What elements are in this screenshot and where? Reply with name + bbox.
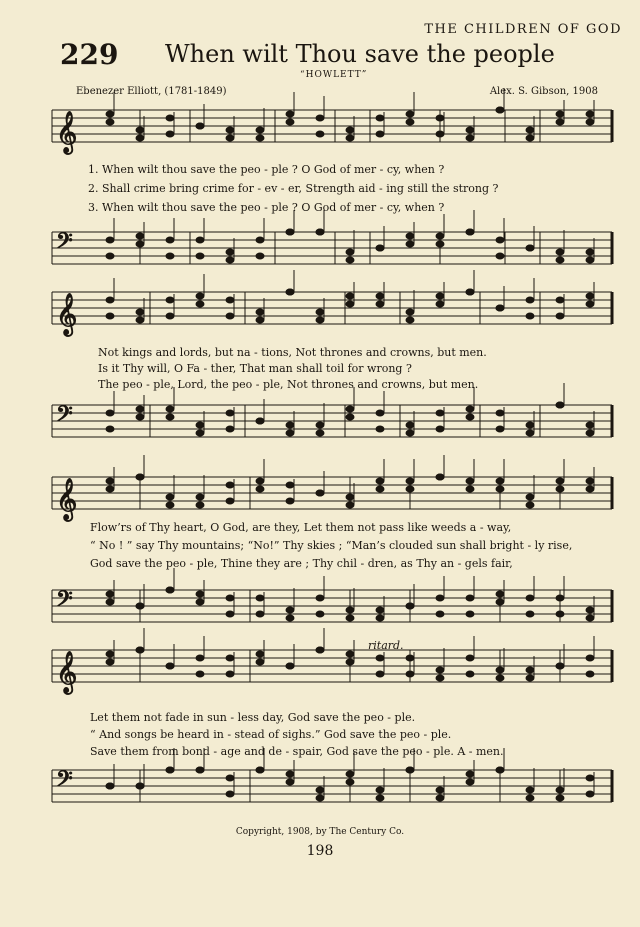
note-head: [346, 779, 354, 785]
note-head: [106, 659, 114, 665]
note-head: [166, 414, 174, 420]
lyric-line: Not kings and lords, but na - tions, Not thrones and crowns, but men.: [98, 346, 487, 359]
note-head: [376, 131, 384, 137]
note-head: [106, 783, 114, 789]
note-head: [586, 671, 594, 677]
note-head: [226, 611, 234, 617]
note-head: [466, 406, 474, 412]
note-head: [196, 253, 204, 259]
note-head: [556, 119, 564, 125]
note-head: [496, 305, 504, 311]
note-head: [526, 430, 534, 436]
note-head: [466, 414, 474, 420]
bass-clef-icon: 𝄢: [56, 229, 73, 259]
note-head: [346, 659, 354, 665]
note-head: [436, 293, 444, 299]
note-head: [556, 486, 564, 492]
note-head: [346, 257, 354, 263]
note-head: [466, 655, 474, 661]
note-head: [586, 775, 594, 781]
composer-credit: Alex. S. Gibson, 1908: [489, 86, 598, 97]
note-head: [136, 406, 144, 412]
note-head: [406, 422, 414, 428]
note-head: [466, 595, 474, 601]
note-head: [406, 111, 414, 117]
note-head: [556, 297, 564, 303]
note-head: [256, 135, 264, 141]
note-head: [166, 131, 174, 137]
note-head: [166, 297, 174, 303]
note-head: [256, 237, 264, 243]
lyric-line: “ And songs be heard in - stead of sighs.” God save the peo - ple.: [90, 728, 452, 741]
note-head: [586, 293, 594, 299]
note-head: [106, 237, 114, 243]
note-head: [346, 615, 354, 621]
note-head: [466, 779, 474, 785]
note-head: [316, 309, 324, 315]
note-head: [196, 502, 204, 508]
note-head: [556, 257, 564, 263]
note-head: [136, 317, 144, 323]
note-head: [586, 422, 594, 428]
note-head: [346, 494, 354, 500]
note-head: [436, 787, 444, 793]
lyric-line: Flow’rs of Thy heart, O God, are they, Let them not pass like weeds a - way,: [90, 521, 512, 534]
note-head: [526, 595, 534, 601]
note-head: [496, 426, 504, 432]
note-head: [226, 257, 234, 263]
note-head: [406, 309, 414, 315]
note-head: [496, 767, 504, 773]
lyric-line: Save them from bond - age and de - spair, God save the peo - ple. A - men.: [90, 745, 504, 758]
note-head: [496, 591, 504, 597]
note-head: [286, 498, 294, 504]
note-head: [586, 615, 594, 621]
note-head: [286, 229, 294, 235]
note-head: [286, 482, 294, 488]
note-head: [106, 599, 114, 605]
note-head: [376, 478, 384, 484]
note-head: [196, 591, 204, 597]
note-head: [526, 313, 534, 319]
note-head: [496, 253, 504, 259]
note-head: [436, 233, 444, 239]
note-head: [436, 667, 444, 673]
note-head: [376, 426, 384, 432]
note-head: [316, 115, 324, 121]
note-head: [436, 675, 444, 681]
note-head: [556, 478, 564, 484]
note-head: [586, 111, 594, 117]
note-head: [226, 595, 234, 601]
note-head: [256, 651, 264, 657]
note-head: [226, 135, 234, 141]
note-head: [376, 410, 384, 416]
note-head: [136, 647, 144, 653]
note-head: [376, 787, 384, 793]
note-head: [586, 791, 594, 797]
note-head: [286, 422, 294, 428]
note-head: [556, 249, 564, 255]
note-head: [106, 111, 114, 117]
note-head: [316, 422, 324, 428]
note-head: [316, 787, 324, 793]
note-head: [466, 229, 474, 235]
tempo-mark: ritard.: [368, 639, 404, 652]
note-head: [316, 795, 324, 801]
note-head: [436, 426, 444, 432]
note-head: [586, 249, 594, 255]
note-head: [496, 478, 504, 484]
note-head: [226, 498, 234, 504]
note-head: [526, 675, 534, 681]
note-head: [436, 795, 444, 801]
note-head: [316, 611, 324, 617]
note-head: [226, 671, 234, 677]
note-head: [136, 414, 144, 420]
note-head: [526, 667, 534, 673]
note-head: [496, 675, 504, 681]
note-head: [226, 249, 234, 255]
note-head: [406, 767, 414, 773]
note-head: [256, 309, 264, 315]
note-head: [586, 607, 594, 613]
lyric-line: Is it Thy will, O Fa - ther, That man shall toil for wrong ?: [98, 362, 412, 375]
note-head: [376, 671, 384, 677]
treble-clef-icon: 𝄞: [56, 652, 78, 693]
note-head: [526, 135, 534, 141]
note-head: [226, 297, 234, 303]
section-header: THE CHILDREN OF GOD: [424, 22, 622, 37]
note-head: [466, 127, 474, 133]
note-head: [376, 301, 384, 307]
treble-clef-icon: 𝄞: [56, 294, 78, 335]
author-credit: Ebenezer Elliott, (1781-1849): [76, 86, 227, 97]
note-head: [256, 317, 264, 323]
note-head: [466, 289, 474, 295]
note-head: [256, 611, 264, 617]
note-head: [226, 410, 234, 416]
note-head: [376, 245, 384, 251]
note-head: [166, 253, 174, 259]
note-head: [196, 237, 204, 243]
bass-clef-icon: 𝄢: [56, 402, 73, 432]
note-head: [346, 249, 354, 255]
note-head: [436, 595, 444, 601]
note-head: [346, 127, 354, 133]
note-head: [556, 787, 564, 793]
lyric-line: “ No ! ” say Thy mountains; “No!” Thy skies ; “Man’s clouded sun shall bright - ly rise,: [90, 539, 573, 552]
note-head: [316, 647, 324, 653]
note-head: [346, 414, 354, 420]
note-head: [376, 615, 384, 621]
note-head: [406, 655, 414, 661]
note-head: [196, 123, 204, 129]
note-head: [526, 502, 534, 508]
note-head: [586, 655, 594, 661]
note-head: [346, 607, 354, 613]
note-head: [136, 127, 144, 133]
note-head: [466, 478, 474, 484]
hymn-title: When wilt Thou save the people: [165, 40, 555, 68]
note-head: [586, 301, 594, 307]
note-head: [466, 611, 474, 617]
note-head: [226, 775, 234, 781]
note-head: [526, 611, 534, 617]
note-head: [316, 131, 324, 137]
note-head: [466, 486, 474, 492]
note-head: [106, 313, 114, 319]
lyric-line: The peo - ple, Lord, the peo - ple, Not thrones and crowns, but men.: [98, 378, 479, 391]
note-head: [286, 111, 294, 117]
note-head: [256, 418, 264, 424]
note-head: [406, 671, 414, 677]
note-head: [256, 478, 264, 484]
note-head: [196, 655, 204, 661]
note-head: [376, 655, 384, 661]
tune-name: “HOWLETT”: [300, 70, 368, 80]
note-head: [136, 783, 144, 789]
note-head: [106, 486, 114, 492]
note-head: [406, 478, 414, 484]
note-head: [526, 795, 534, 801]
note-head: [256, 127, 264, 133]
note-head: [196, 767, 204, 773]
page-number: 198: [306, 843, 334, 859]
note-head: [196, 599, 204, 605]
note-head: [166, 237, 174, 243]
note-head: [166, 115, 174, 121]
note-head: [106, 119, 114, 125]
note-head: [286, 779, 294, 785]
note-head: [256, 486, 264, 492]
note-head: [346, 301, 354, 307]
note-head: [526, 787, 534, 793]
note-head: [496, 667, 504, 673]
note-head: [226, 791, 234, 797]
note-head: [496, 237, 504, 243]
note-head: [166, 767, 174, 773]
note-head: [556, 795, 564, 801]
note-head: [286, 615, 294, 621]
treble-clef-icon: 𝄞: [56, 479, 78, 520]
note-head: [586, 257, 594, 263]
note-head: [196, 422, 204, 428]
note-head: [406, 119, 414, 125]
note-head: [556, 611, 564, 617]
note-head: [436, 115, 444, 121]
note-head: [226, 426, 234, 432]
note-head: [376, 115, 384, 121]
note-head: [556, 663, 564, 669]
note-head: [556, 313, 564, 319]
note-head: [406, 233, 414, 239]
note-head: [586, 478, 594, 484]
note-head: [316, 430, 324, 436]
note-head: [136, 233, 144, 239]
note-head: [466, 135, 474, 141]
note-head: [346, 293, 354, 299]
note-head: [436, 301, 444, 307]
bass-clef-icon: 𝄢: [56, 587, 73, 617]
lyric-line: God save the peo - ple, Thine they are ; Thy chil - dren, as Thy an - gels fair,: [90, 557, 513, 570]
note-head: [106, 297, 114, 303]
note-head: [466, 671, 474, 677]
note-head: [406, 486, 414, 492]
note-head: [286, 663, 294, 669]
note-head: [406, 241, 414, 247]
copyright: Copyright, 1908, by The Century Co.: [235, 827, 405, 837]
note-head: [316, 229, 324, 235]
note-head: [556, 111, 564, 117]
note-head: [136, 474, 144, 480]
note-head: [436, 474, 444, 480]
note-head: [436, 131, 444, 137]
note-head: [586, 119, 594, 125]
note-head: [376, 293, 384, 299]
note-head: [406, 603, 414, 609]
note-head: [106, 253, 114, 259]
note-head: [496, 486, 504, 492]
note-head: [256, 659, 264, 665]
note-head: [106, 426, 114, 432]
note-head: [166, 502, 174, 508]
note-head: [496, 107, 504, 113]
note-head: [316, 595, 324, 601]
note-head: [436, 410, 444, 416]
note-head: [256, 253, 264, 259]
note-head: [406, 317, 414, 323]
note-head: [556, 402, 564, 408]
note-head: [586, 430, 594, 436]
note-head: [106, 591, 114, 597]
note-head: [196, 293, 204, 299]
note-head: [166, 313, 174, 319]
note-head: [286, 119, 294, 125]
note-head: [256, 595, 264, 601]
note-head: [286, 289, 294, 295]
treble-clef-icon: 𝄞: [56, 112, 78, 153]
note-head: [496, 410, 504, 416]
note-head: [226, 482, 234, 488]
note-head: [166, 587, 174, 593]
note-head: [106, 478, 114, 484]
note-head: [466, 771, 474, 777]
lyric-line: 1. When wilt thou save the peo - ple ? O God of mer - cy, when ?: [88, 163, 445, 176]
note-head: [496, 599, 504, 605]
note-head: [346, 502, 354, 508]
note-head: [346, 651, 354, 657]
note-head: [346, 135, 354, 141]
lyric-line: 3. When wilt thou save the peo - ple ? O God of mer - cy, when ?: [88, 201, 445, 214]
note-head: [526, 422, 534, 428]
note-head: [556, 595, 564, 601]
note-head: [406, 430, 414, 436]
note-head: [136, 603, 144, 609]
note-head: [226, 127, 234, 133]
note-head: [256, 767, 264, 773]
note-head: [196, 671, 204, 677]
note-head: [166, 663, 174, 669]
note-head: [316, 490, 324, 496]
note-head: [376, 607, 384, 613]
note-head: [526, 494, 534, 500]
note-head: [196, 494, 204, 500]
note-head: [346, 771, 354, 777]
note-head: [136, 135, 144, 141]
lyric-line: Let them not fade in sun - less day, God save the peo - ple.: [90, 711, 416, 724]
note-head: [286, 430, 294, 436]
note-head: [526, 245, 534, 251]
note-head: [196, 301, 204, 307]
note-head: [526, 127, 534, 133]
note-head: [226, 655, 234, 661]
note-head: [586, 486, 594, 492]
note-head: [286, 771, 294, 777]
note-head: [136, 241, 144, 247]
note-head: [346, 406, 354, 412]
note-head: [376, 795, 384, 801]
lyric-line: 2. Shall crime bring crime for - ev - er, Strength aid - ing still the strong ?: [88, 182, 499, 195]
note-head: [106, 651, 114, 657]
note-head: [526, 297, 534, 303]
note-head: [376, 486, 384, 492]
bass-clef-icon: 𝄢: [56, 767, 73, 797]
note-head: [166, 406, 174, 412]
note-head: [196, 430, 204, 436]
note-head: [436, 241, 444, 247]
note-head: [436, 611, 444, 617]
note-head: [316, 317, 324, 323]
hymn-number: 229: [60, 38, 119, 71]
note-head: [226, 313, 234, 319]
note-head: [136, 309, 144, 315]
note-head: [286, 607, 294, 613]
note-head: [106, 410, 114, 416]
note-head: [166, 494, 174, 500]
